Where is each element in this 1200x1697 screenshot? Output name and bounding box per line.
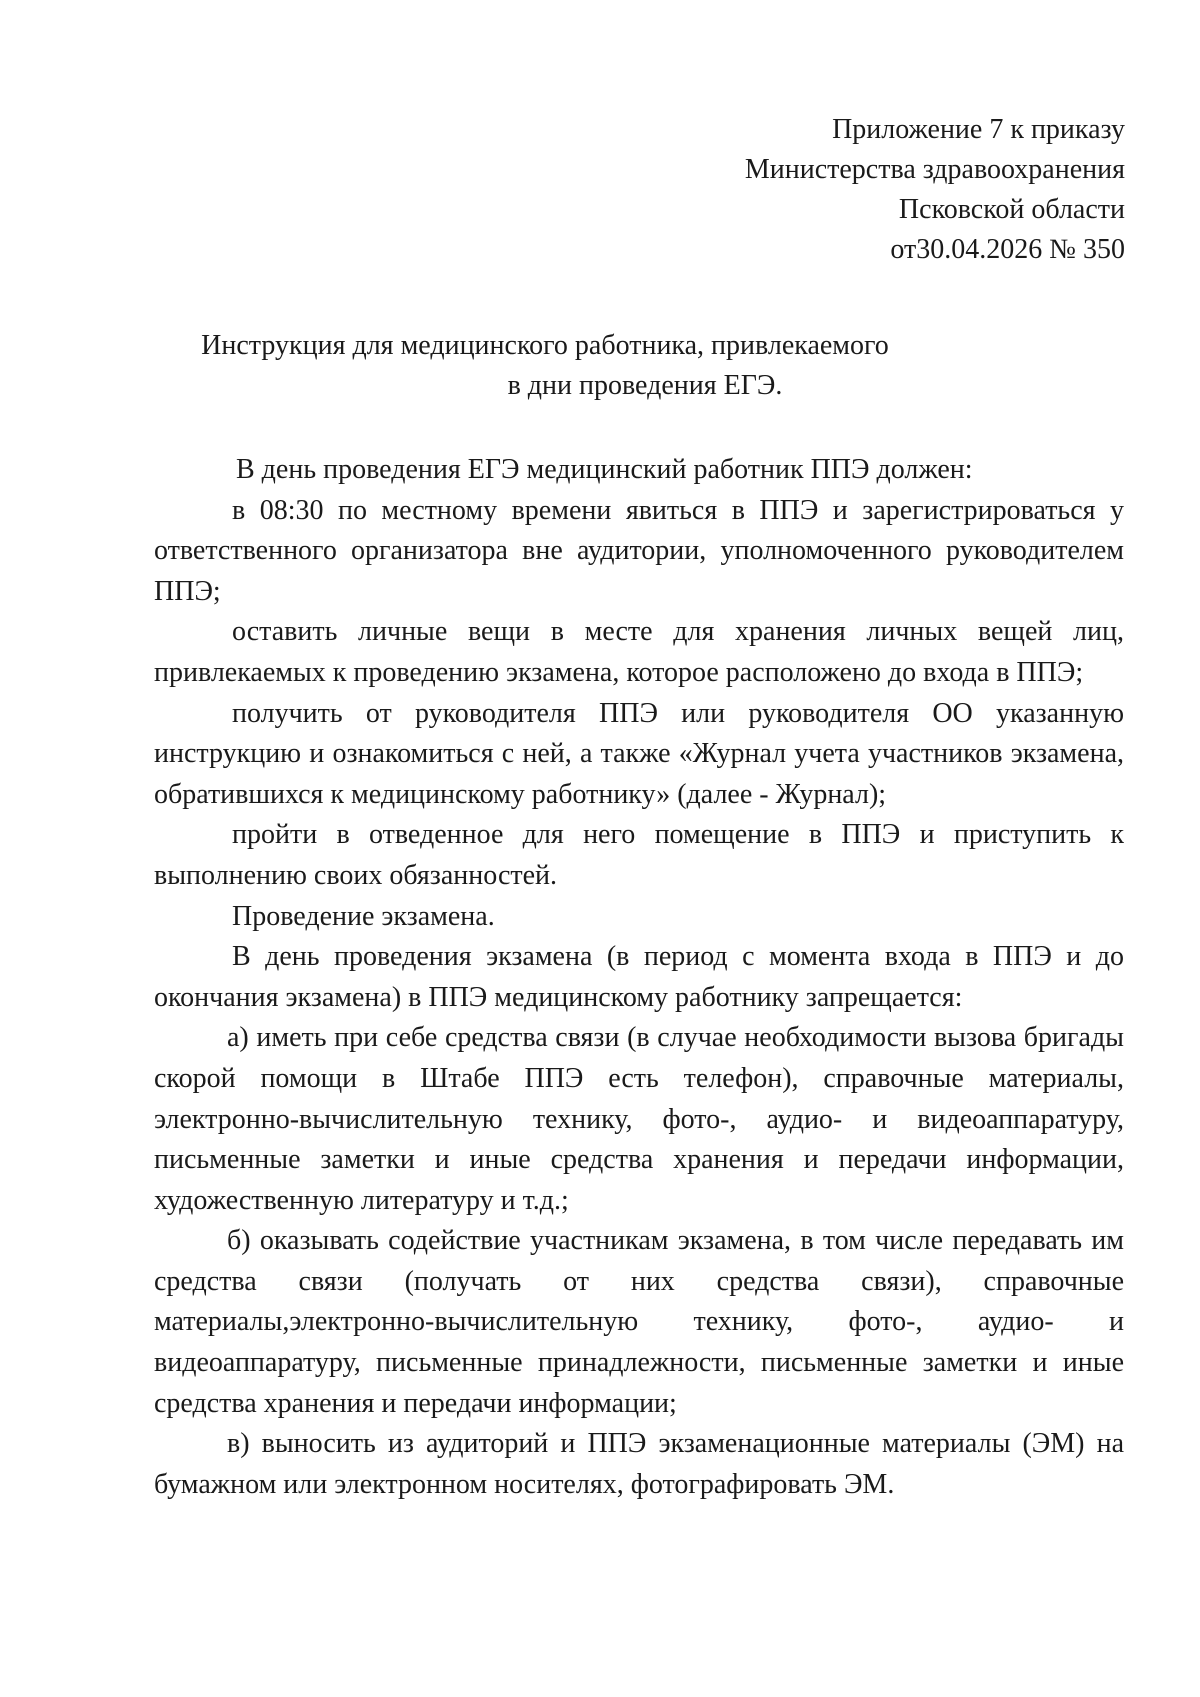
title-line: Инструкция для медицинского работника, привлекаемого xyxy=(201,330,889,361)
document-body xyxy=(154,450,1124,1505)
document-title xyxy=(0,326,1200,406)
paragraph-go-to-room: пройти в отведенное для него помещение в ППЭ и приступить к выполнению своих обязанностей. xyxy=(154,819,1124,891)
paragraph-arrival: в 08:30 по местному времени явиться в ППЭ и зарегистрироваться у ответственного организатора вне аудитории, уполномоченного руководителем ППЭ; xyxy=(154,494,1124,607)
paragraph-item-b: б) оказывать содействие участникам экзамена, в том числе передавать им средства связи (получать от них средства связи), справочные материалы,электронно-вычислительную технику, фото-, аудио- и видеоаппаратуру, письменные принадлежности, письменные заметки и иные средства хранения и передачи информации; xyxy=(154,1225,1124,1419)
paragraph-personal-items: оставить личные вещи в месте для хранения личных вещей лиц, привлекаемых к проведению экзамена, которое расположено до входа в ППЭ; xyxy=(154,616,1124,688)
order-reference-header xyxy=(745,110,1125,270)
paragraph-item-a: а) иметь при себе средства связи (в случае необходимости вызова бригады скорой помощи в Штабе ППЭ есть телефон), справочные материалы, электронно-вычислительную технику, фото-, аудио- и видеоаппаратуру, письменные заметки и иные средства хранения и передачи информации, художественную литературу и т.д.; xyxy=(154,1022,1124,1216)
paragraph-duties-intro: В день проведения ЕГЭ медицинский работник ППЭ должен: xyxy=(236,454,973,485)
paragraph-instruction-journal: получить от руководителя ППЭ или руководителя ОО указанную инструкцию и ознакомиться с ней, а также «Журнал учета участников экзамена, обратившихся к медицинскому работнику» (далее - Журнал); xyxy=(154,697,1124,810)
appendix-line: Приложение 7 к приказу xyxy=(832,114,1125,145)
paragraph-exam-heading: Проведение экзамена. xyxy=(232,900,495,932)
order-date-number-line: от30.04.2026 № 350 xyxy=(890,234,1125,265)
region-line: Псковской области xyxy=(898,194,1125,225)
paragraph-item-c: в) выносить из аудиторий и ППЭ экзаменационные материалы (ЭМ) на бумажном или электронном носителях, фотографировать ЭМ. xyxy=(154,1428,1124,1500)
ministry-line: Министерства здравоохранения xyxy=(744,154,1125,185)
title-line: в дни проведения ЕГЭ. xyxy=(507,370,783,401)
paragraph-prohibitions-intro: В день проведения экзамена (в период с момента входа в ППЭ и до окончания экзамена) в ППЭ медицинскому работнику запрещается: xyxy=(154,941,1124,1013)
